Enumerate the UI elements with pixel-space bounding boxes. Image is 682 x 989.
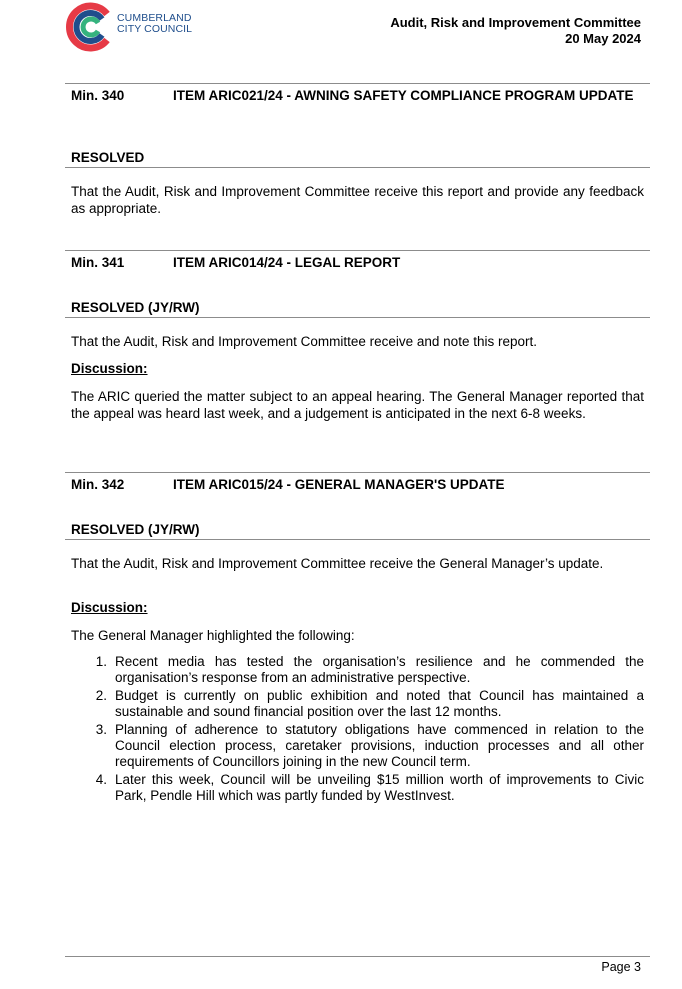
resolution-text: That the Audit, Risk and Improvement Committee receive and note this report.	[71, 334, 537, 349]
gm-update-list	[71, 654, 644, 806]
logo-wordmark	[117, 13, 192, 35]
logo-line-1: CUMBERLAND	[117, 12, 192, 24]
list-item-number: 1.	[95, 654, 107, 669]
list-item	[71, 722, 644, 770]
discussion-heading: Discussion:	[71, 600, 148, 615]
discussion-intro: The General Manager highlighted the following:	[71, 628, 355, 643]
list-item	[71, 654, 644, 686]
minute-number: Min. 341	[71, 255, 125, 270]
minute-340-heading	[65, 83, 650, 104]
minute-number: Min. 342	[71, 477, 125, 492]
meeting-date: 20 May 2024	[565, 31, 641, 46]
cumberland-logo-icon	[64, 2, 116, 52]
discussion-heading: Discussion:	[71, 361, 148, 376]
list-item-text: Budget is currently on public exhibition and noted that Council has maintained a sustainable and sound financial position over the last 12 months.	[115, 688, 644, 719]
list-item-text: Planning of adherence to statutory obligations have commenced in relation to the Council election process, caretaker provisions, induction processes and all other requirements of Councillors joining in the new Council term.	[115, 722, 644, 769]
minute-title: ITEM ARIC021/24 - AWNING SAFETY COMPLIANCE PROGRAM UPDATE	[173, 88, 634, 103]
resolution-text: That the Audit, Risk and Improvement Committee receive the General Manager’s update.	[71, 556, 604, 571]
header-meta	[390, 15, 641, 47]
list-item	[71, 772, 644, 804]
list-item-text: Recent media has tested the organisation’s resilience and he commended the organisation’s response from an administrative perspective.	[115, 654, 644, 685]
list-item-number: 3.	[95, 722, 107, 737]
resolved-label: RESOLVED (JY/RW)	[65, 299, 650, 318]
minute-title: ITEM ARIC014/24 - LEGAL REPORT	[173, 255, 401, 270]
committee-name: Audit, Risk and Improvement Committee	[390, 15, 641, 30]
resolved-label: RESOLVED (JY/RW)	[65, 521, 650, 540]
list-item-number: 2.	[95, 688, 107, 703]
discussion-text: The ARIC queried the matter subject to an appeal hearing. The General Manager reported that the appeal was heard last week, and a judgement is anticipated in the next 6-8 weeks.	[71, 389, 644, 421]
minute-341-heading	[65, 250, 650, 271]
list-item	[71, 688, 644, 720]
footer-divider	[65, 956, 650, 957]
resolution-text: That the Audit, Risk and Improvement Committee receive this report and provide any feedback as appropriate.	[71, 184, 644, 216]
resolved-label: RESOLVED	[65, 149, 650, 168]
page-number: Page 3	[601, 960, 641, 974]
logo-line-2: CITY COUNCIL	[117, 23, 193, 35]
minute-title: ITEM ARIC015/24 - GENERAL MANAGER'S UPDATE	[173, 477, 505, 492]
list-item-number: 4.	[95, 772, 107, 787]
minute-342-heading	[65, 472, 650, 493]
list-item-text: Later this week, Council will be unveiling $15 million worth of improvements to Civic Park, Pendle Hill which was partly funded by WestInvest.	[115, 772, 644, 803]
minute-number: Min. 340	[71, 88, 125, 103]
